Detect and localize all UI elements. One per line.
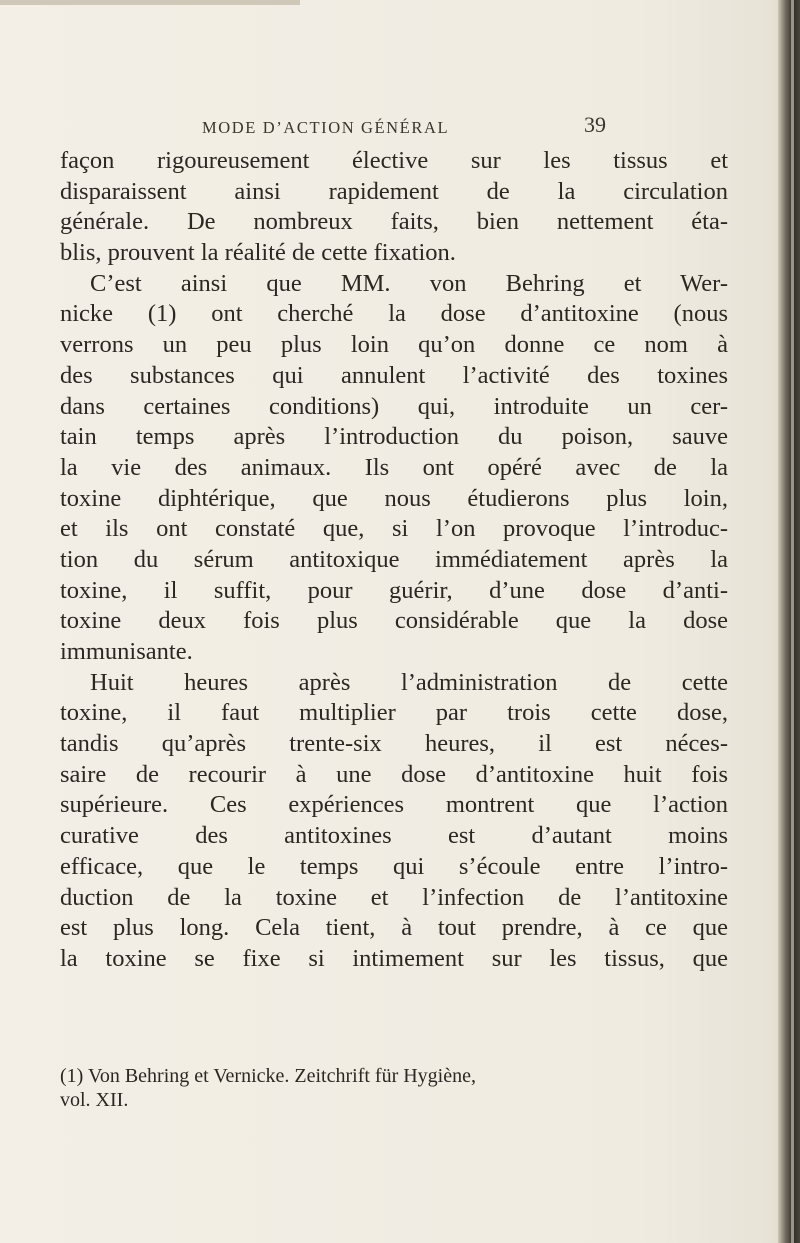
text-line: toxine, il suffit, pour guérir, d’une dose d’anti- bbox=[60, 576, 728, 604]
text-line: duction de la toxine et l’infection de l’antitoxine bbox=[60, 883, 728, 911]
text-line: la toxine se fixe si intimement sur les tissus, que bbox=[60, 944, 728, 972]
body-text bbox=[60, 146, 728, 975]
text-line: nicke (1) ont cherché la dose d’antitoxine (nous bbox=[60, 300, 728, 328]
binding-edge-highlight bbox=[791, 0, 794, 1243]
text-line: dans certaines conditions) qui, introduite un cer- bbox=[60, 392, 728, 420]
text-line: toxine, il faut multiplier par trois cette dose, bbox=[60, 699, 728, 727]
text-line: C’est ainsi que MM. von Behring et Wer- bbox=[90, 269, 728, 297]
footnote-line: (1) Von Behring et Vernicke. Zeitchrift für Hygiène, bbox=[60, 1065, 476, 1087]
text-line: toxine diphtérique, que nous étudierons plus loin, bbox=[60, 484, 728, 512]
running-head: MODE D’ACTION GÉNÉRAL bbox=[202, 118, 450, 137]
footnote-line: vol. XII. bbox=[60, 1089, 129, 1111]
text-line: toxine deux fois plus considérable que la dose bbox=[60, 607, 728, 635]
page-header bbox=[0, 108, 800, 148]
text-line: tion du sérum antitoxique immédiatement après la bbox=[60, 545, 728, 573]
text-line: efficace, que le temps qui s’écoule entre l’intro- bbox=[60, 852, 728, 880]
text-line: Huit heures après l’administration de cette bbox=[90, 668, 728, 696]
text-line: et ils ont constaté que, si l’on provoque l’introduc- bbox=[60, 515, 728, 543]
text-line: saire de recourir à une dose d’antitoxine huit fois bbox=[60, 760, 728, 788]
page-top-edge bbox=[0, 0, 300, 5]
text-line: est plus long. Cela tient, à tout prendre, à ce que bbox=[60, 914, 728, 942]
text-line: façon rigoureusement élective sur les tissus et bbox=[60, 147, 728, 174]
text-line: des substances qui annulent l’activité des toxines bbox=[60, 361, 728, 389]
text-line: immunisante. bbox=[60, 638, 193, 665]
page-number: 39 bbox=[584, 112, 606, 137]
text-line: curative des antitoxines est d’autant moins bbox=[60, 822, 728, 850]
text-line: la vie des animaux. Ils ont opéré avec de la bbox=[60, 453, 728, 481]
text-line: tandis qu’après trente-six heures, il est néces- bbox=[60, 730, 728, 758]
footnote bbox=[60, 1064, 728, 1112]
text-line: blis, prouvent la réalité de cette fixation. bbox=[60, 239, 456, 267]
text-line: générale. De nombreux faits, bien nettement éta- bbox=[60, 208, 728, 236]
text-line: supérieure. Ces expériences montrent que l’action bbox=[60, 791, 728, 819]
text-line: verrons un peu plus loin qu’on donne ce nom à bbox=[60, 331, 728, 359]
text-line: tain temps après l’introduction du poison, sauve bbox=[60, 423, 728, 451]
binding-edge-shadow bbox=[778, 0, 800, 1243]
text-line: disparaissent ainsi rapidement de la circulation bbox=[60, 177, 728, 205]
